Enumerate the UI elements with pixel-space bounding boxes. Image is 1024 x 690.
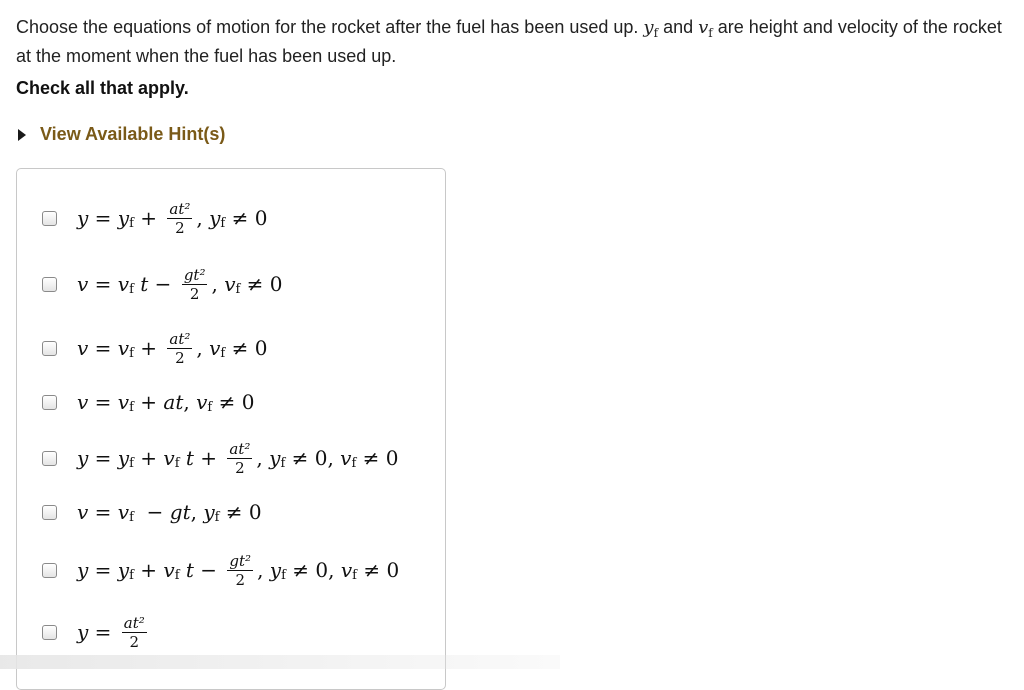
option-5-equation: y = y f + v f t + $\frac{\text{at²}}{2}$ , y f ≠ 0, v f ≠ 0 (77, 439, 399, 477)
view-hints-label: View Available Hint(s) (40, 124, 226, 144)
expand-triangle-icon (18, 129, 26, 141)
option-1-equation: y = y f + $\frac{\text{at²}}{2}$ , y f ≠ 0 (77, 199, 268, 237)
question-text-part2: and (663, 17, 694, 37)
option-3-checkbox[interactable] (42, 341, 57, 356)
option-7[interactable] (42, 550, 399, 590)
question-text-part3: are height and velocity of the rocket at the moment when the fuel has been used up. (16, 17, 1002, 66)
option-2[interactable] (42, 264, 283, 304)
question-text-part1: Choose the equations of motion for the rocket after the fuel has been used up. (16, 17, 639, 37)
bottom-fade (0, 655, 560, 669)
option-4-checkbox[interactable] (42, 395, 57, 410)
option-6-equation: v = v f − gt , y f ≠ 0 (77, 500, 262, 525)
option-7-equation: y = y f + v f t − $\frac{\text{gt²}}{2}$ , y f ≠ 0, v f ≠ 0 (77, 551, 400, 589)
option-2-equation: v = v f t − $\frac{\text{gt²}}{2}$ , v f ≠ 0 (77, 265, 283, 303)
option-1-checkbox[interactable] (42, 211, 57, 226)
option-6-checkbox[interactable] (42, 505, 57, 520)
option-3-equation: v = v f + $\frac{\text{at²}}{2}$ , v f ≠ 0 (77, 329, 268, 367)
option-5-checkbox[interactable] (42, 451, 57, 466)
option-8-equation: y = $\frac{\text{at²}}{2}$ (77, 613, 145, 651)
option-3[interactable] (42, 328, 267, 368)
option-6[interactable] (42, 492, 262, 532)
option-2-checkbox[interactable] (42, 277, 57, 292)
option-8-checkbox[interactable] (42, 625, 57, 640)
option-4-equation: v = v f + at , v f ≠ 0 (77, 390, 255, 415)
option-4[interactable] (42, 382, 254, 422)
var-vf: $v_f$ (698, 17, 713, 40)
var-yf: $y_f$ (643, 17, 659, 40)
option-7-checkbox[interactable] (42, 563, 57, 578)
option-8[interactable] (42, 612, 151, 652)
view-hints-link[interactable] (16, 124, 225, 145)
option-1[interactable] (42, 198, 267, 238)
option-5[interactable] (42, 438, 399, 478)
question-text (16, 14, 1016, 70)
check-all-instruction: Check all that apply. (16, 78, 189, 98)
